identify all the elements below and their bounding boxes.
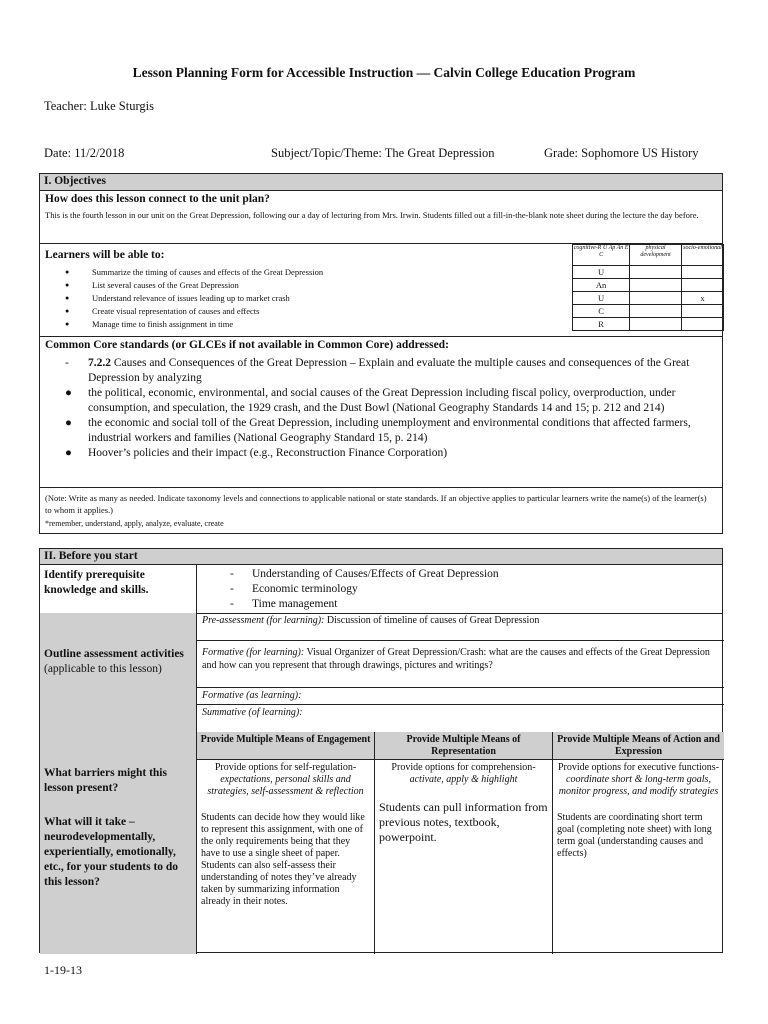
- taxonomy-grid: [572, 244, 724, 331]
- engagement-text: Students can decide how they would like to represent this assignment, with one of the only requirements being that they have to use a single sheet of paper. Students can also self-assess their understanding of notes they’ve already taken by summarizing information already in their notes.: [201, 812, 365, 907]
- grid-cell: [630, 318, 682, 331]
- date-line: Date: 11/2/2018: [44, 146, 125, 160]
- barriers-row: [40, 732, 722, 954]
- grid-header-cognitive: cognitive-R U Ap An E C: [573, 245, 630, 266]
- taxonomy-note: *remember, understand, apply, analyze, evaluate, create: [45, 519, 224, 528]
- representation-header: Provide Multiple Means of Representation: [375, 732, 553, 760]
- engagement-intro-italic: expectations, personal skills and strategies, self-assessment & reflection: [207, 774, 364, 797]
- before-you-start-section: [39, 548, 723, 953]
- standard-bullet: Hoover’s policies and their impact (e.g., Reconstruction Finance Corporation): [88, 447, 448, 459]
- objective-item: ● Create visual representation of causes and effects: [65, 305, 323, 318]
- learners-heading: Learners will be able to:: [45, 249, 165, 261]
- teacher-line: Teacher: Luke Sturgis: [44, 99, 154, 113]
- divider: [40, 336, 722, 337]
- subject-line: Subject/Topic/Theme: The Great Depression: [271, 146, 495, 160]
- form-title: Lesson Planning Form for Accessible Instruction — Calvin College Education Program: [132, 65, 636, 80]
- summative-row: [197, 705, 724, 732]
- grid-cell: [630, 292, 682, 305]
- assessment-row: [40, 613, 722, 733]
- representation-intro: Provide options for comprehension-: [391, 762, 536, 773]
- objective-item: ● Summarize the timing of causes and effects of the Great Depression: [65, 266, 323, 279]
- representation-intro-italic: activate, apply & highlight: [409, 774, 518, 785]
- grid-cell: [681, 318, 723, 331]
- formative-as-label: Formative (as learning):: [202, 690, 302, 701]
- action-expression-cell: [553, 760, 724, 954]
- objectives-note: (Note: Write as many as needed. Indicate taxonomy levels and connections to applicable national or state standards. If an objective applies to particular learners write the name(s) of the learner(s) to whom it applies.): [45, 493, 707, 515]
- representation-text: Students can pull information from previous notes, textbook, powerpoint.: [379, 800, 548, 844]
- grid-cell: [630, 279, 682, 292]
- action-expression-header: Provide Multiple Means of Action and Expression: [553, 732, 724, 760]
- action-intro-italic: coordinate short & long-term goals, monitor progress, and modify strategies: [558, 774, 719, 797]
- prerequisite-label: Identify prerequisite knowledge and skills.: [40, 565, 197, 613]
- formative-for-label: Formative (for learning):: [202, 647, 305, 658]
- grid-header-physical: physical development: [630, 245, 682, 266]
- footer-date: 1-19-13: [44, 963, 82, 977]
- objective-item: ● List several causes of the Great Depression: [65, 279, 323, 292]
- assessment-sublabel: (applicable to this lesson): [44, 663, 162, 675]
- grid-header-socio: socio-emotional: [681, 245, 723, 266]
- standard-bullet: the political, economic, environmental, and social causes of the Great Depression including fiscal policy, overproduction, under consumption, and speculation, the 1929 crash, and the Dust Bowl (National Geography Standards 14 and 15; p. 212 and 214): [88, 387, 676, 414]
- objective-item: ● Manage time to finish assignment in time: [65, 318, 323, 331]
- grid-cell: x: [681, 292, 723, 305]
- prerequisite-list: [230, 567, 499, 612]
- engagement-header: Provide Multiple Means of Engagement: [197, 732, 375, 760]
- summative-label: Summative (of learning):: [202, 707, 303, 718]
- prerequisite-item: - Understanding of Causes/Effects of Great Depression: [230, 567, 499, 582]
- action-intro: Provide options for executive functions-: [557, 762, 720, 773]
- grade-line: Grade: Sophomore US History: [544, 146, 699, 160]
- grid-cell: [630, 266, 682, 279]
- formative-for-row: [197, 641, 724, 688]
- formative-for-text: Visual Organizer of Great Depression/Crash: what are the causes and effects of the Great Depression and how can you represent that through drawings, pictures and writings?: [202, 647, 710, 671]
- standard-code: 7.2.2: [88, 357, 111, 369]
- barriers-label: What barriers might this lesson present?: [44, 767, 167, 794]
- standard-bullet: the economic and social toll of the Great Depression, including unemployment and environmental conditions that affected farmers, industrial workers and families (National Geography Standard 15, p. 214): [88, 417, 691, 444]
- grid-cell: [630, 305, 682, 318]
- barriers-label-cell: [40, 732, 197, 954]
- before-heading: II. Before you start: [40, 549, 722, 565]
- prerequisite-item: - Economic terminology: [230, 582, 499, 597]
- standards-body: - 7.2.2 Causes and Consequences of the Great Depression – Explain and evaluate the multiple causes and consequences of the Great Depression by analyzing ● the political, economic, environmental, and social causes of the Great Depression including fiscal policy, overproduction, under consumption, and speculation, the 1929 crash, and the Dust Bowl (National Geography Standards 14 and 15; p. 212 and 214) ● the economic and social toll of the Great Depression, including unemployment and environmental conditions that affected farmers, industrial workers and families (National Geography Standard 15, p. 214) ● Hoover’s policies and their impact (e.g., Reconstruction Finance Corporation): [65, 357, 691, 459]
- unit-connection-text: This is the fourth lesson in our unit on the Great Depression, following our a day of lecturing from Mrs. Irwin. Students filled out a fill-in-the-blank note sheet during the lecture the day before.: [45, 210, 699, 220]
- standard-text: Causes and Consequences of the Great Depression – Explain and evaluate the multiple causes and consequences of the Great Depression by analyzing: [88, 357, 690, 384]
- formative-as-row: [197, 688, 724, 705]
- pre-assessment-row: [197, 613, 724, 641]
- divider: [40, 487, 722, 488]
- assessment-label-cell: [40, 613, 197, 732]
- representation-cell: [375, 760, 553, 954]
- objective-item: ● Understand relevance of issues leading up to market crash: [65, 292, 323, 305]
- grid-cell: [681, 279, 723, 292]
- assessment-label: Outline assessment activities: [44, 648, 184, 660]
- grid-cell: An: [573, 279, 630, 292]
- objectives-heading: I. Objectives: [40, 174, 722, 191]
- objective-list: [65, 266, 323, 331]
- unit-connection-question: How does this lesson connect to the unit plan?: [45, 193, 270, 205]
- grid-cell: U: [573, 266, 630, 279]
- engagement-cell: [197, 760, 375, 954]
- action-text: Students are coordinating short term goal (completing note sheet) with long term goal (understanding causes and effects): [557, 812, 712, 859]
- standards-heading: Common Core standards (or GLCEs if not available in Common Core) addressed:: [45, 339, 449, 351]
- what-it-takes-label: What will it take – neurodevelopmentally, experientially, emotionally, etc., for your students to do this lesson?: [44, 816, 179, 888]
- prerequisite-item: - Time management: [230, 597, 499, 612]
- objectives-section: [39, 173, 723, 534]
- pre-assessment-label: Pre-assessment (for learning):: [202, 615, 325, 626]
- grid-cell: U: [573, 292, 630, 305]
- pre-assessment-text: Discussion of timeline of causes of Great Depression: [324, 615, 540, 626]
- prerequisite-row: [40, 565, 722, 614]
- grid-cell: R: [573, 318, 630, 331]
- grid-cell: [681, 266, 723, 279]
- grid-cell: [681, 305, 723, 318]
- grid-cell: C: [573, 305, 630, 318]
- engagement-intro: Provide options for self-regulation-: [214, 762, 357, 773]
